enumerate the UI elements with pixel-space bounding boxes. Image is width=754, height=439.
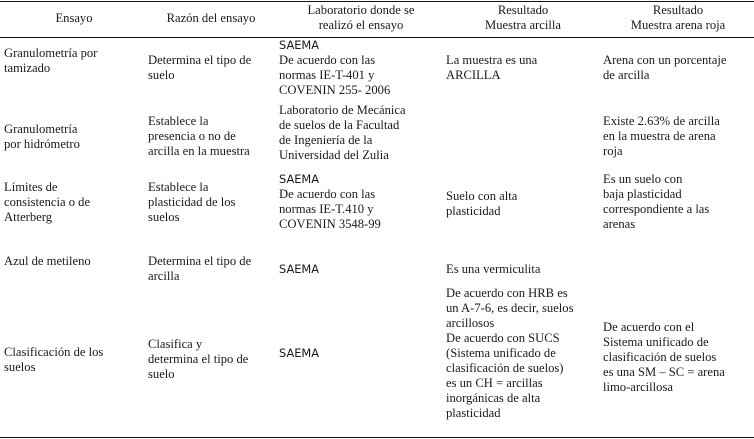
row1-resultado-arena: Arena con un porcentaje de arcilla bbox=[603, 53, 727, 82]
row5-laboratorio: SAEMA bbox=[279, 346, 320, 360]
row5-razon: Clasifica y determina el tipo de suelo bbox=[148, 337, 249, 381]
row2-laboratorio: Laboratorio de Mecánica de suelos de la Facultad de Ingeniería de la Universidad del Zulia bbox=[279, 103, 406, 162]
row2-resultado-arena: Existe 2.63% de arcilla en la muestra de arena roja bbox=[603, 114, 720, 158]
row2-ensayo: Granulometría por hidrómetro bbox=[4, 122, 80, 151]
row4-laboratorio: SAEMA bbox=[279, 262, 320, 276]
row4-resultado-arcilla: Es una vermiculita bbox=[446, 262, 541, 276]
header-resultado-arena: Resultado Muestra arena roja bbox=[630, 3, 726, 32]
row1-razon: Determina el tipo de suelo bbox=[148, 53, 252, 82]
table-top-rule bbox=[0, 1, 754, 2]
row5-resultado-arena: De acuerdo con el Sistema unificado de clasificación de suelos es una SM – SC = arena limo-arcillosa bbox=[603, 320, 725, 394]
row4-razon: Determina el tipo de arcilla bbox=[148, 254, 252, 283]
header-razon: Razón del ensayo bbox=[166, 11, 256, 25]
row1-laboratorio: SAEMA De acuerdo con las normas IE-T-401 y COVENIN 255- 2006 bbox=[279, 38, 391, 97]
row1-resultado-arcilla: La muestra es una ARCILLA bbox=[446, 53, 538, 82]
row3-ensayo: Límites de consistencia o de Atterberg bbox=[4, 180, 91, 224]
row5-resultado-arcilla: De acuerdo con HRB es un A-7-6, es decir, suelos arcillosos De acuerdo con SUCS (Sistema unificado de clasificación de suelos) es un CH = arcillas inorgánicas de alta plasticidad bbox=[446, 286, 574, 420]
header-laboratorio: Laboratorio donde se realizó el ensayo bbox=[307, 3, 415, 32]
row2-razon: Establece la presencia o no de arcilla en la muestra bbox=[148, 114, 250, 158]
row3-laboratorio: SAEMA De acuerdo con las normas IE-T.410 y COVENIN 3548-99 bbox=[279, 172, 381, 231]
table-bottom-rule bbox=[0, 437, 754, 438]
row4-ensayo: Azul de metileno bbox=[4, 254, 91, 268]
row3-resultado-arcilla: Suelo con alta plasticidad bbox=[446, 189, 518, 218]
header-ensayo: Ensayo bbox=[55, 11, 93, 25]
row3-razon: Establece la plasticidad de los suelos bbox=[148, 180, 236, 224]
header-resultado-arcilla: Resultado Muestra arcilla bbox=[485, 3, 561, 32]
row3-resultado-arena: Es un suelo con baja plasticidad correspondiente a las arenas bbox=[603, 172, 710, 231]
row1-ensayo: Granulometría por tamizado bbox=[4, 46, 98, 75]
row5-ensayo: Clasificación de los suelos bbox=[4, 345, 104, 374]
